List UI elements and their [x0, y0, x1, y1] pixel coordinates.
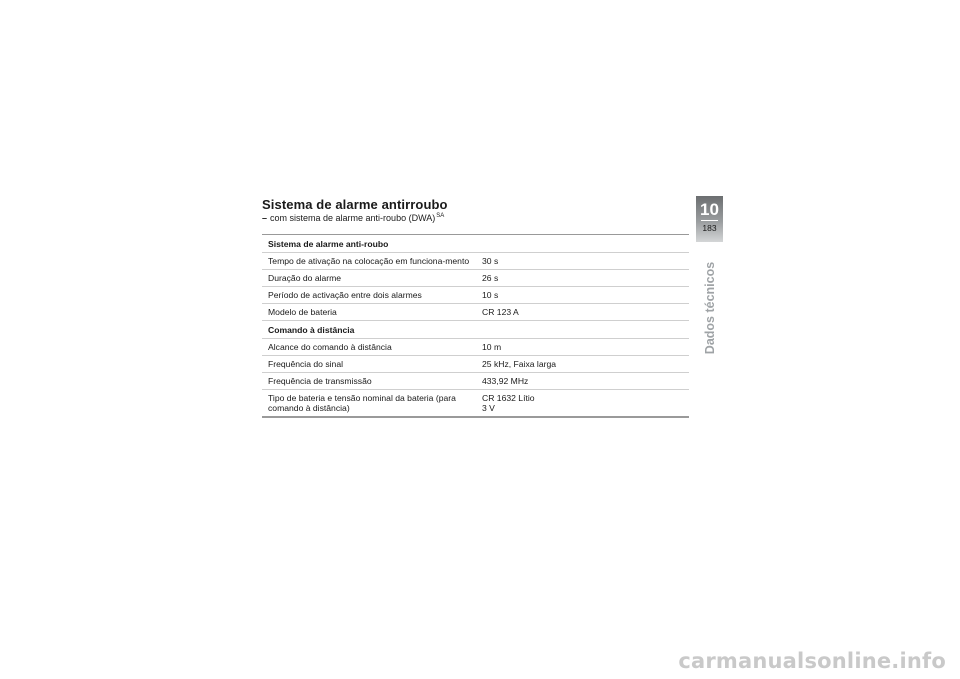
- spec-label: Tempo de ativação na colocação em funciona-mento: [262, 253, 476, 270]
- page-title: Sistema de alarme antirroubo: [262, 197, 448, 212]
- special-accessory-mark: SA: [436, 213, 445, 219]
- spec-label: Tipo de bateria e tensão nominal da bateria (para comando à distância): [262, 390, 476, 418]
- spec-label: Frequência do sinal: [262, 356, 476, 373]
- table-row: [262, 390, 689, 418]
- group-header-row: [262, 235, 689, 253]
- chapter-number: 10: [700, 200, 719, 219]
- table-row: [262, 270, 689, 287]
- table-row: [262, 253, 689, 270]
- spec-value: 433,92 MHz: [476, 373, 689, 390]
- spec-label: Frequência de transmissão: [262, 373, 476, 390]
- spec-value: 10 m: [476, 339, 689, 356]
- chapter-tab: [696, 196, 723, 242]
- group-title-remote: Comando à distância: [262, 321, 689, 339]
- spec-value: 26 s: [476, 270, 689, 287]
- spec-value: CR 123 A: [476, 304, 689, 321]
- spec-value: 10 s: [476, 287, 689, 304]
- group-title-alarm: Sistema de alarme anti-roubo: [262, 235, 689, 253]
- group-header-row: [262, 321, 689, 339]
- table-row: [262, 339, 689, 356]
- spec-value: 30 s: [476, 253, 689, 270]
- equipment-note: [262, 213, 444, 223]
- table-row: [262, 287, 689, 304]
- spec-label: Duração do alarme: [262, 270, 476, 287]
- equipment-note-text: com sistema de alarme anti-roubo (DWA): [270, 213, 436, 223]
- spec-value-line: 3 V: [482, 403, 495, 413]
- spec-label: Período de activação entre dois alarmes: [262, 287, 476, 304]
- watermark: carmanualsonline.info: [678, 649, 946, 673]
- table-row: [262, 356, 689, 373]
- spec-label: Modelo de bateria: [262, 304, 476, 321]
- table-row: [262, 373, 689, 390]
- spec-value-line: CR 1632 Lítio: [482, 393, 535, 403]
- page-number: 183: [702, 223, 717, 233]
- table-row: [262, 304, 689, 321]
- tab-divider: [701, 220, 718, 221]
- spec-value: [476, 390, 689, 418]
- section-label: Dados técnicos: [703, 261, 717, 355]
- spec-table: [262, 234, 689, 418]
- spec-label: Alcance do comando à distância: [262, 339, 476, 356]
- note-dash: –: [262, 213, 268, 223]
- spec-value: 25 kHz, Faixa larga: [476, 356, 689, 373]
